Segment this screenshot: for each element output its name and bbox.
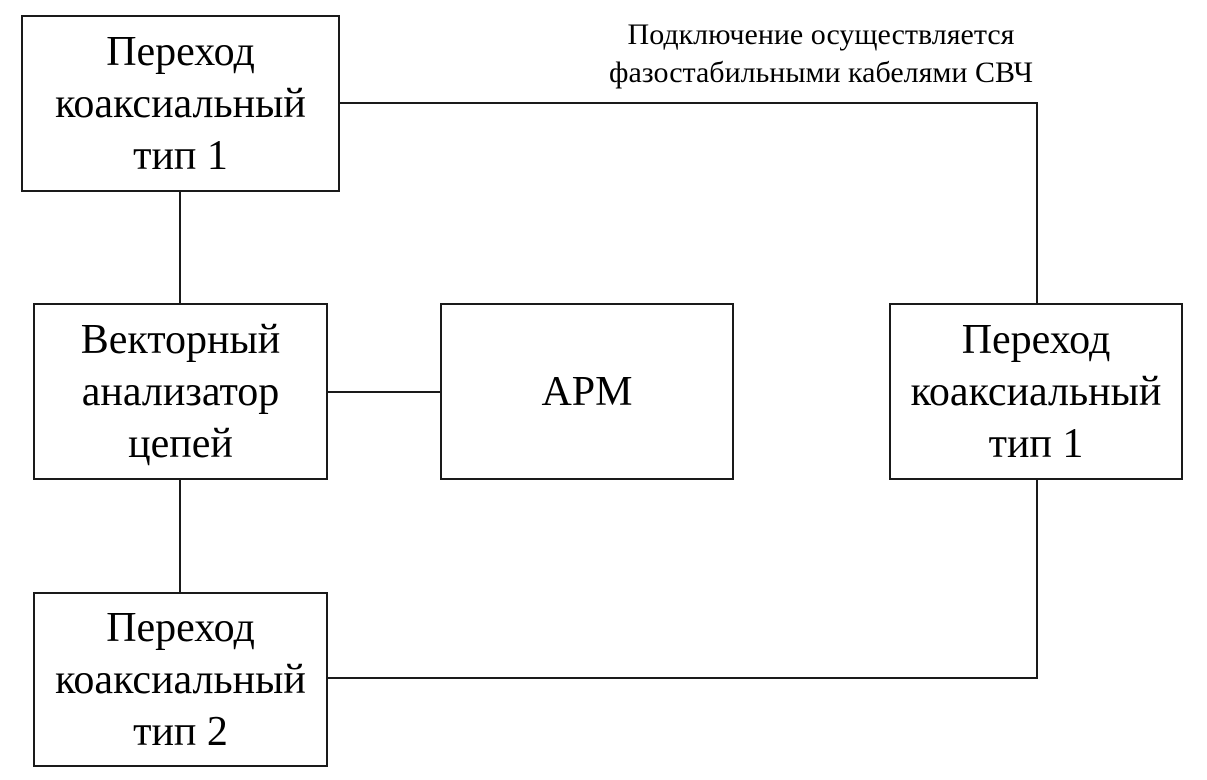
node-label-line: АРМ [541, 368, 633, 415]
node-adapter-coaxial-type2-bottom [33, 592, 328, 767]
connector-bottom-cable-vertical [1036, 480, 1038, 679]
node-label-line: тип 1 [988, 420, 1084, 467]
node-adapter-coaxial-type1-right [889, 303, 1183, 480]
node-label-line: тип 2 [133, 708, 228, 755]
connector-vna-to-arm [328, 391, 440, 393]
node-label-line: анализатор [81, 368, 280, 415]
connector-top-cable-vertical [1036, 102, 1038, 303]
connector-top-cable-horizontal [340, 102, 1038, 104]
cable-annotation-line1: Подключение осуществляется [627, 18, 1015, 51]
node-label-line: Векторный [80, 316, 281, 363]
connector-vna-to-adapterbottom [179, 480, 181, 592]
cable-annotation [590, 16, 1052, 92]
node-label-line: цепей [128, 420, 233, 467]
node-label-line: коаксиальный [55, 656, 306, 703]
node-vector-network-analyzer [33, 303, 328, 480]
node-label-line: Переход [106, 28, 255, 75]
node-label-line: Переход [106, 604, 255, 651]
node-label-line: тип 1 [133, 132, 228, 179]
node-arm-workstation [440, 303, 734, 480]
connector-bottom-cable-horizontal [328, 677, 1038, 679]
node-adapter-coaxial-type1-top [21, 15, 340, 192]
node-label-line: коаксиальный [55, 80, 306, 127]
node-label-line: коаксиальный [910, 368, 1162, 415]
connector-adaptertop-to-vna [179, 192, 181, 303]
cable-annotation-line2: фазостабильными кабелями СВЧ [609, 56, 1033, 89]
node-label-line: Переход [961, 316, 1111, 363]
